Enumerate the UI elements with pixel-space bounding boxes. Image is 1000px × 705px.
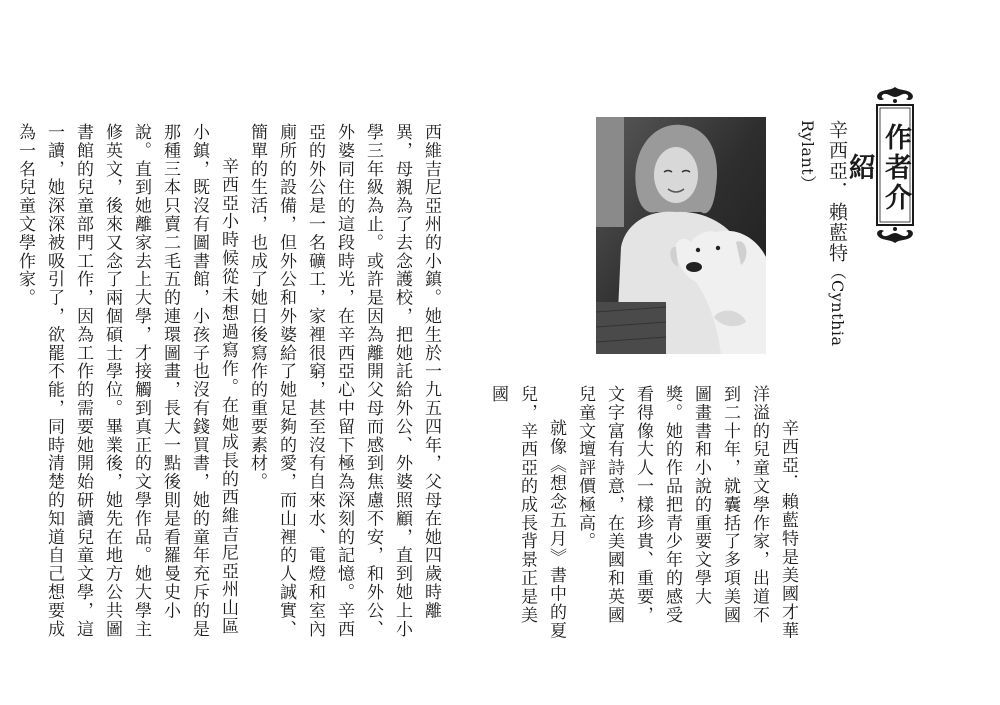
section-title: 作者介紹 xyxy=(844,122,911,213)
right-paragraph-1: 辛西亞．賴藍特是美國才華洋溢的兒童文學作家，出道不到二十年，就囊括了多項美國圖畫書和小說的重要文學大獎。她的作品把青少年的感受看得像大人一樣珍貴、重要，文字富有詩意，在美國和英國兒童文壇評價極高。 xyxy=(575,385,798,640)
right-body-text xyxy=(488,385,802,640)
left-paragraph-1: 西維吉尼亞州的小鎮。她生於一九五四年，父母在她四歲時離異，母親為了去念護校，把她託給外公、外婆照顧，直到她上小學三年級為止。或許是因為離開父母而感到焦慮不安，和外公、外婆同住的這段時光，在辛西亞心中留下極為深刻的記憶。辛西亞的外公是一名礦工，家裡很窮，甚至沒有自來水、電燈和室內廁所的設備，但外公和外婆給了她足夠的愛，而山裡的人誠實、簡單的生活，也成了她日後寫作的重要素材。 xyxy=(247,123,441,639)
left-body-text xyxy=(15,123,445,640)
author-name-latin: （Cynthia Rylant） xyxy=(798,120,847,347)
author-name-cjk: 辛西亞．賴藍特 xyxy=(826,120,848,264)
author-photo xyxy=(596,117,766,354)
right-paragraph-2: 就像《想念五月》書中的夏兒，辛西亞的成長背景正是美國 xyxy=(488,385,566,640)
author-name xyxy=(798,120,852,410)
left-paragraph-2: 辛西亞小時候從未想過寫作。在她成長的西維吉尼亞州山區小鎮，既沒有圖書館，小孩子也沒有錢買書，她的童年充斥的是那種三本只賣二毛五的連環圖畫，長大一點後則是看羅曼史小說。直到她離家去上大學，才接觸到真正的文學作品。她大學主修英文，後來又念了兩個碩士學位。畢業後，她先在地方公共圖書館的兒童部門工作，因為工作的需要她開始研讀兒童文學，這一讀，她深深被吸引了，欲罷不能，同時清楚的知道自己想要成為一名兒童文學作家。 xyxy=(15,123,238,639)
